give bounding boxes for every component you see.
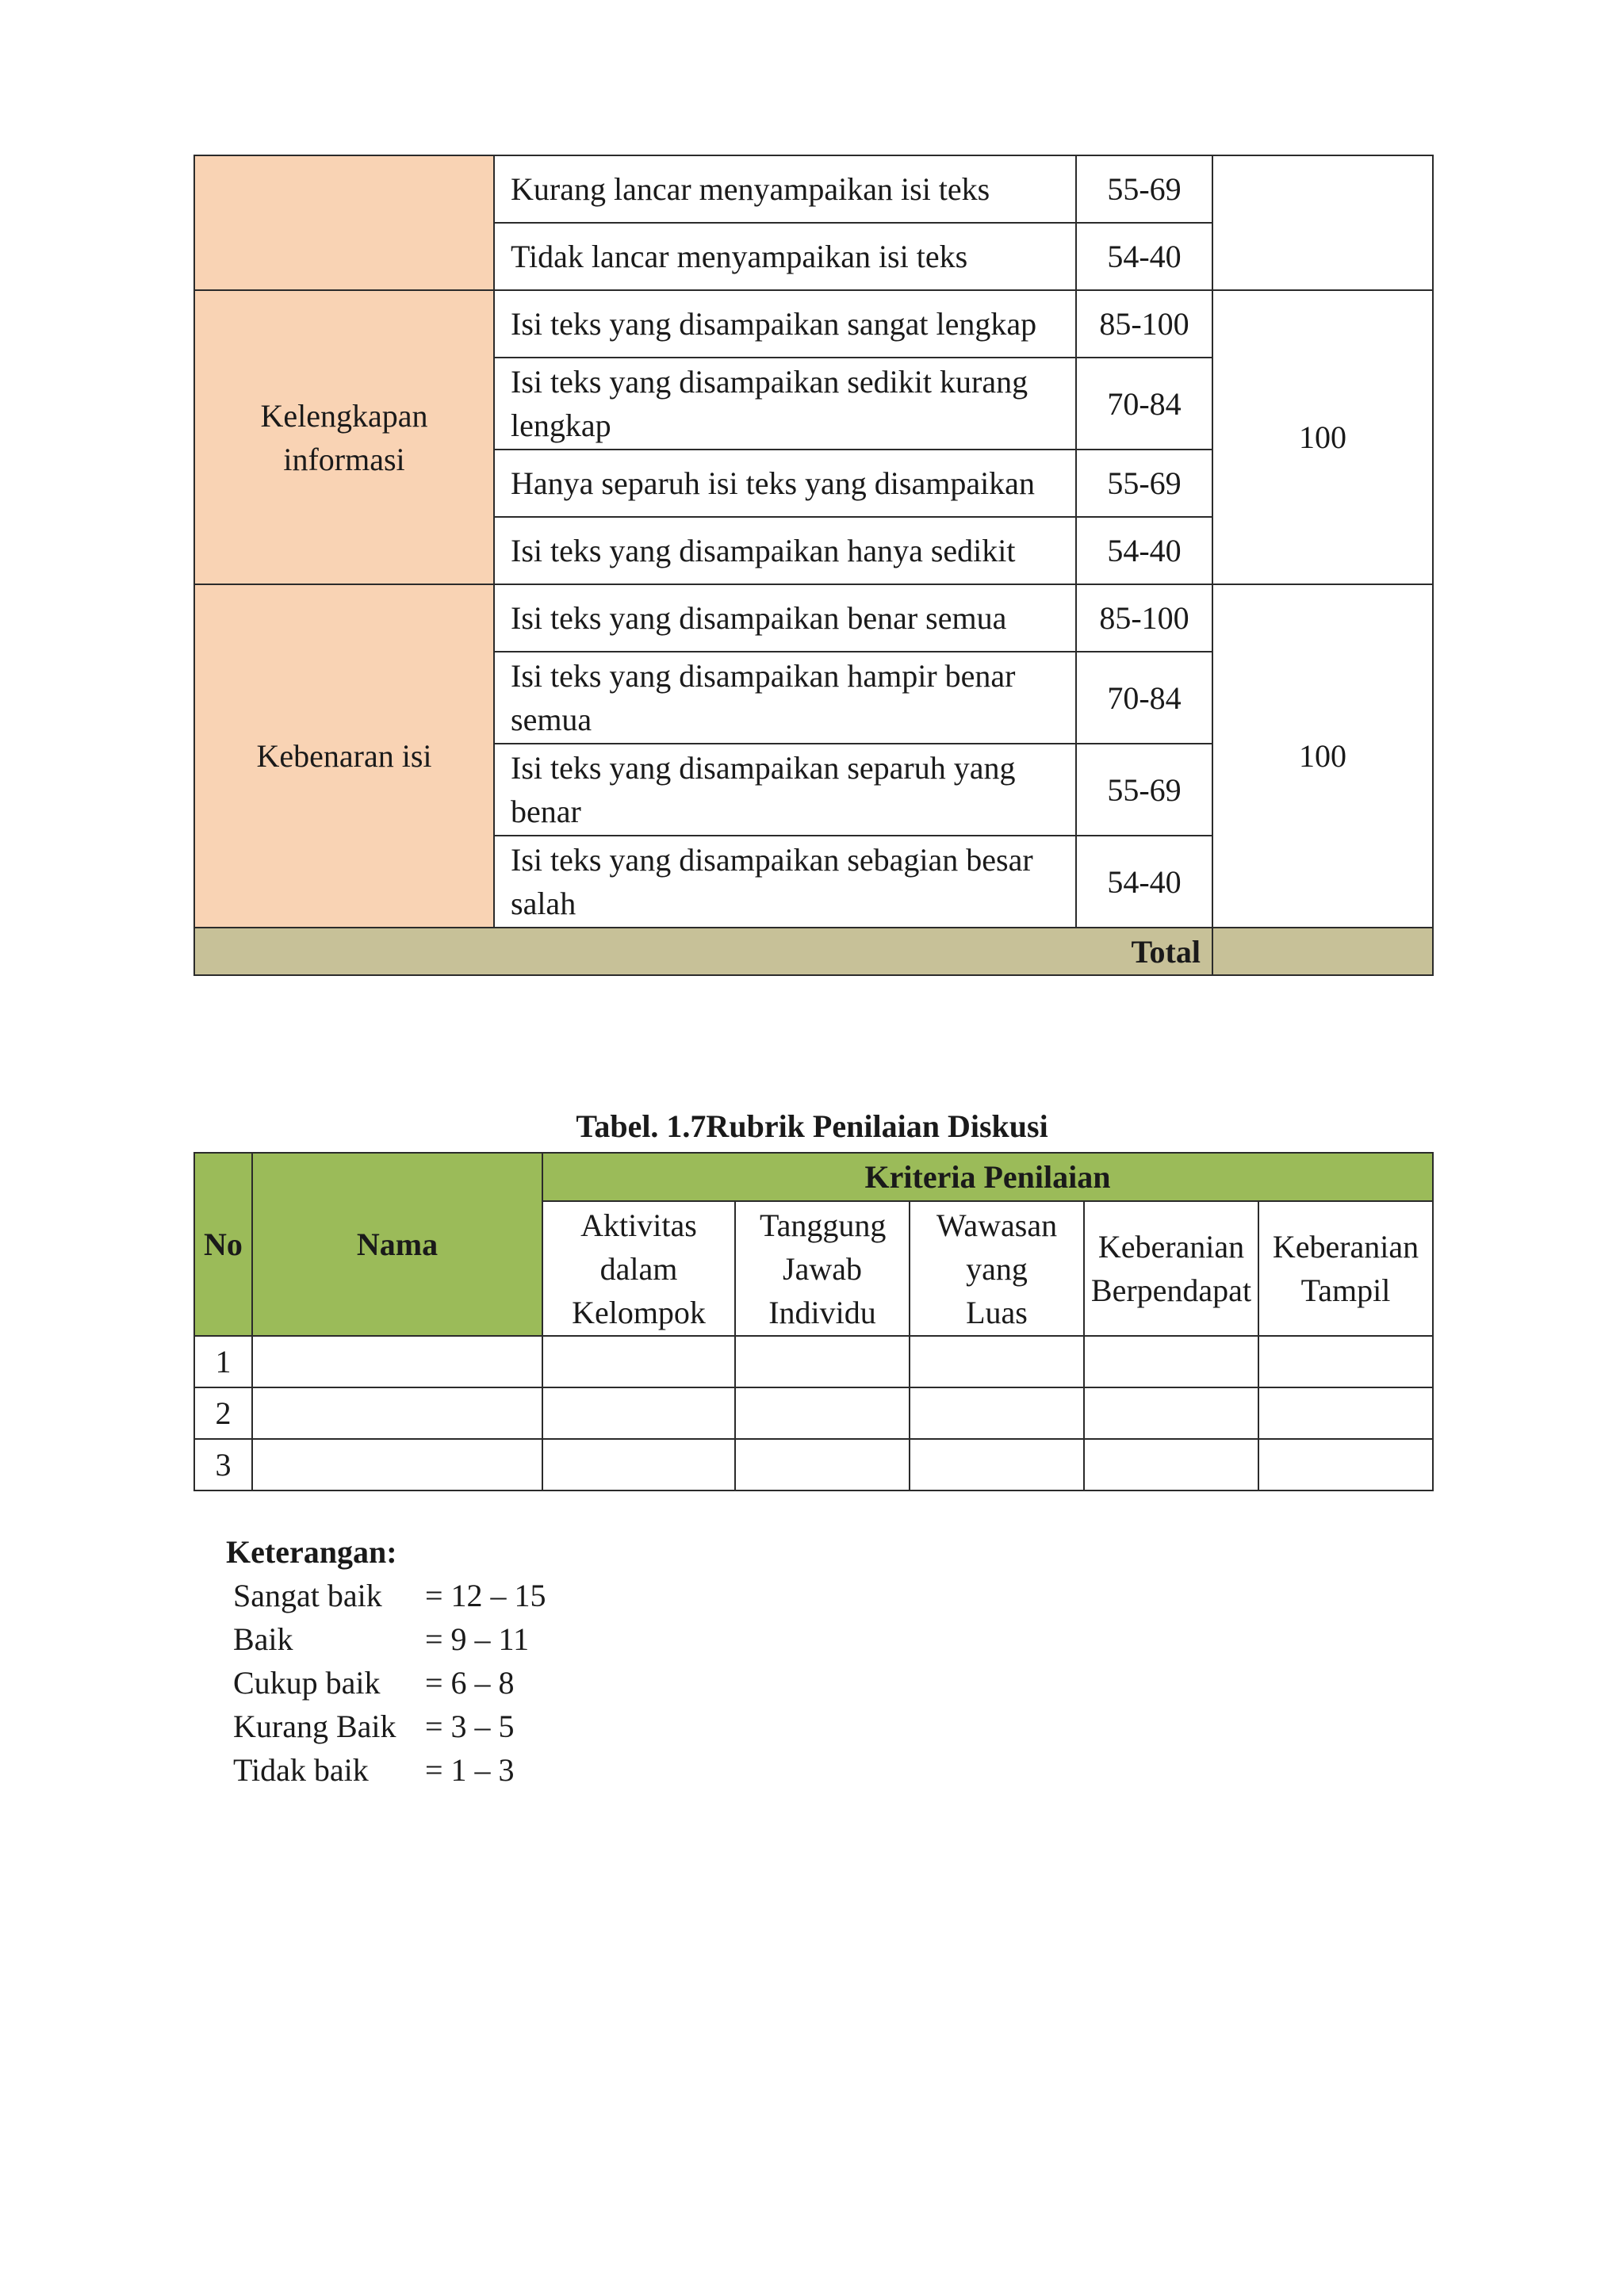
legend-label: Sangat baik (233, 1578, 382, 1613)
criterion-description: Hanya separuh isi teks yang disampaikan (494, 450, 1076, 517)
table-caption: Tabel. 1.7Rubrik Penilaian Diskusi (576, 1108, 1048, 1144)
aspect-label: Kelengkapan informasi (194, 290, 494, 584)
score-cell[interactable] (1258, 1387, 1433, 1439)
criterion-description: Isi teks yang disampaikan hampir benar semua (494, 652, 1076, 744)
score-cell[interactable] (1258, 1439, 1433, 1490)
criterion-description: Isi teks yang disampaikan hanya sedikit (494, 517, 1076, 584)
legend-item (226, 1617, 546, 1661)
legend-label: Cukup baik (233, 1665, 381, 1701)
score-cell[interactable] (542, 1387, 735, 1439)
table-row (194, 290, 1433, 358)
score-cell[interactable] (910, 1439, 1084, 1490)
keterangan-legend (226, 1530, 546, 1792)
table-row (194, 1387, 1433, 1439)
row-number: 2 (194, 1387, 252, 1439)
discussion-rubric-table (193, 1152, 1434, 1491)
score-cell[interactable] (735, 1336, 910, 1387)
score-cell[interactable] (735, 1439, 910, 1490)
score-cell[interactable] (735, 1387, 910, 1439)
table-row (194, 584, 1433, 652)
criterion-description: Isi teks yang disampaikan sangat lengkap (494, 290, 1076, 358)
criterion-header: Keberanian Berpendapat (1084, 1201, 1258, 1336)
legend-range: = 6 – 8 (425, 1665, 515, 1701)
criterion-description: Isi teks yang disampaikan sedikit kurang lengkap (494, 358, 1076, 450)
criterion-description: Tidak lancar menyampaikan isi teks (494, 223, 1076, 290)
legend-label: Tidak baik (233, 1752, 369, 1788)
legend-label: Kurang Baik (233, 1709, 396, 1744)
header-no: No (194, 1153, 252, 1336)
rubric-table (193, 155, 1434, 976)
score-range: 55-69 (1076, 450, 1212, 517)
table-row (194, 1439, 1433, 1490)
score-range: 54-40 (1076, 517, 1212, 584)
header-nama: Nama (252, 1153, 542, 1336)
score-cell[interactable] (542, 1336, 735, 1387)
criterion-description: Isi teks yang disampaikan benar semua (494, 584, 1076, 652)
legend-item (226, 1661, 546, 1705)
criterion-description: Isi teks yang disampaikan separuh yang benar (494, 744, 1076, 836)
criterion-header: Wawasan yang Luas (910, 1201, 1084, 1336)
table-row (194, 155, 1433, 223)
table-row (194, 1336, 1433, 1387)
aspect-label: Kebenaran isi (194, 584, 494, 928)
score-cell[interactable] (1084, 1387, 1258, 1439)
score-cell[interactable] (1084, 1336, 1258, 1387)
criterion-description: Kurang lancar menyampaikan isi teks (494, 155, 1076, 223)
score-range: 55-69 (1076, 155, 1212, 223)
score-range: 85-100 (1076, 584, 1212, 652)
legend-range: = 3 – 5 (425, 1709, 515, 1744)
legend-item (226, 1574, 546, 1617)
max-score: 100 (1212, 584, 1433, 928)
score-range: 54-40 (1076, 836, 1212, 928)
score-cell[interactable] (542, 1439, 735, 1490)
score-cell[interactable] (1258, 1336, 1433, 1387)
max-score: 100 (1212, 290, 1433, 584)
legend-item (226, 1748, 546, 1792)
legend-range: = 12 – 15 (425, 1578, 546, 1613)
aspect-cell (194, 155, 494, 290)
score-range: 85-100 (1076, 290, 1212, 358)
nama-cell[interactable] (252, 1387, 542, 1439)
row-number: 1 (194, 1336, 252, 1387)
legend-range: = 9 – 11 (425, 1621, 530, 1657)
score-cell[interactable] (1084, 1439, 1258, 1490)
score-range: 70-84 (1076, 652, 1212, 744)
criterion-header: Tanggung Jawab Individu (735, 1201, 910, 1336)
criterion-header: Aktivitas dalam Kelompok (542, 1201, 735, 1336)
criterion-description: Isi teks yang disampaikan sebagian besar salah (494, 836, 1076, 928)
score-range: 54-40 (1076, 223, 1212, 290)
max-score-cell (1212, 155, 1433, 290)
header-kriteria: Kriteria Penilaian (542, 1153, 1433, 1201)
legend-item (226, 1705, 546, 1748)
nama-cell[interactable] (252, 1336, 542, 1387)
total-label: Total (194, 928, 1212, 975)
score-range: 70-84 (1076, 358, 1212, 450)
keterangan-title: Keterangan: (226, 1534, 397, 1570)
nama-cell[interactable] (252, 1439, 542, 1490)
criterion-header: Keberanian Tampil (1258, 1201, 1433, 1336)
legend-label: Baik (233, 1621, 293, 1657)
total-value-cell (1212, 928, 1433, 975)
row-number: 3 (194, 1439, 252, 1490)
legend-range: = 1 – 3 (425, 1752, 515, 1788)
score-cell[interactable] (910, 1387, 1084, 1439)
total-row (194, 928, 1433, 975)
score-cell[interactable] (910, 1336, 1084, 1387)
score-range: 55-69 (1076, 744, 1212, 836)
